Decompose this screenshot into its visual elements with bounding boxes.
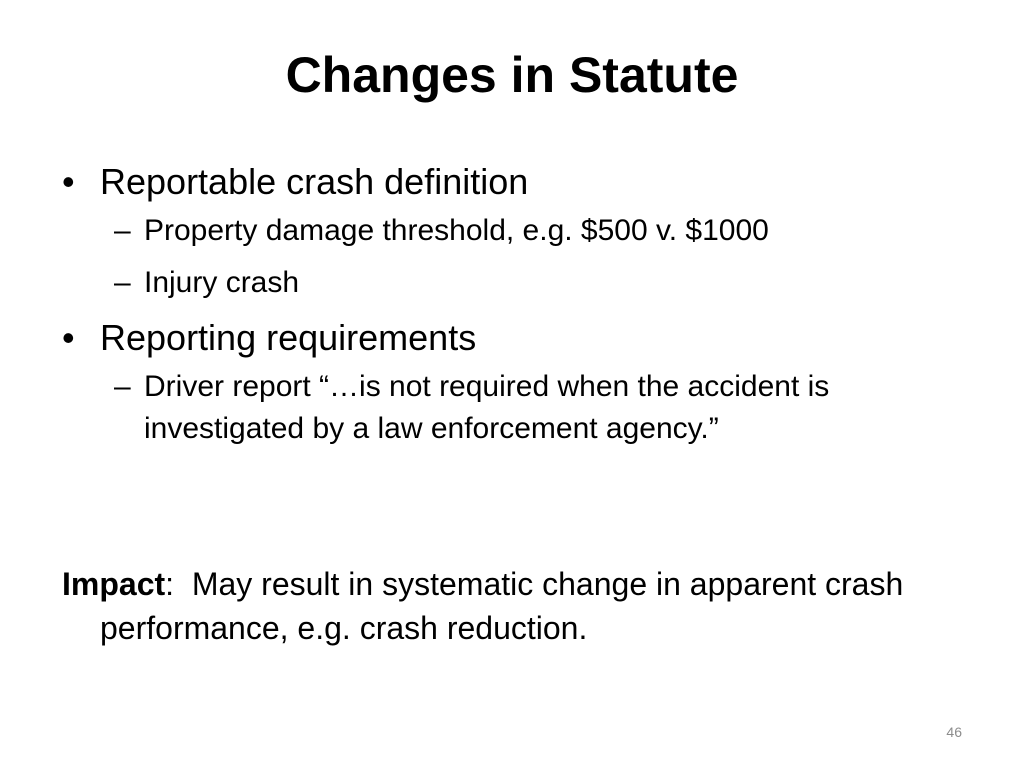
sub-list xyxy=(100,210,962,304)
sub-item-text: Property damage threshold, e.g. $500 v. $1000 xyxy=(144,214,769,247)
dash-marker: – xyxy=(114,370,131,403)
slide-title: Changes in Statute xyxy=(285,47,739,103)
bullet-item xyxy=(62,314,962,450)
dash-marker: – xyxy=(114,266,131,299)
impact-text: May result in systematic change in apparent crash performance, e.g. crash reduction. xyxy=(100,566,904,646)
impact-statement xyxy=(62,562,1000,650)
impact-separator: : xyxy=(165,566,192,602)
sub-item xyxy=(100,366,962,450)
bullet-list xyxy=(62,158,962,460)
bullet-text: Reportable crash definition xyxy=(100,161,529,202)
sub-item xyxy=(100,210,962,252)
bullet-marker: • xyxy=(62,317,75,358)
dash-marker: – xyxy=(114,214,131,247)
sub-list xyxy=(100,366,962,450)
bullet-text: Reporting requirements xyxy=(100,317,477,358)
sub-item-text: Injury crash xyxy=(144,266,300,299)
sub-item xyxy=(100,262,962,304)
impact-label: Impact xyxy=(62,566,166,602)
sub-item-text: Driver report “…is not required when the accident is investigated by a law enforcement agency.” xyxy=(144,370,830,445)
slide-number: 46 xyxy=(946,724,962,740)
bullet-marker: • xyxy=(62,161,75,202)
bullet-item xyxy=(62,158,962,304)
